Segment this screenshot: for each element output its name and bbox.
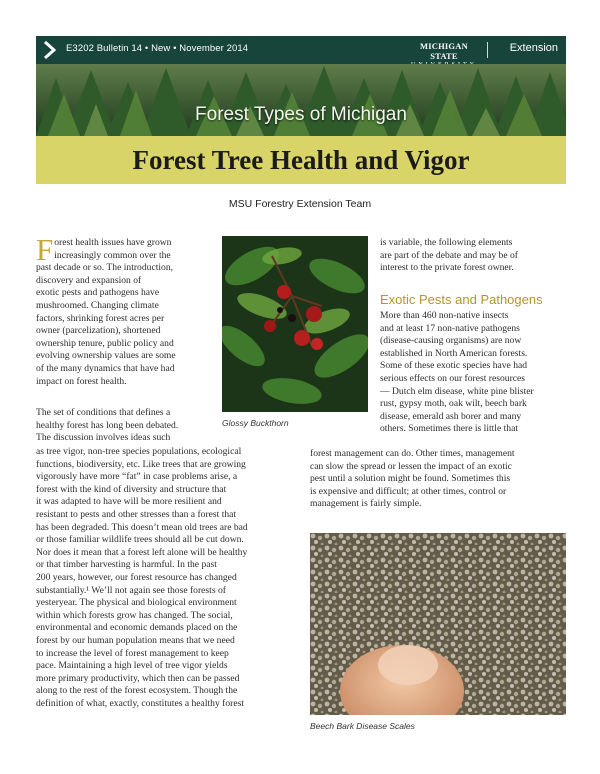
paragraph-narrow	[36, 407, 221, 445]
line: is variable, the following elements	[380, 237, 513, 248]
header-bar	[36, 36, 566, 64]
extension-label: Extension	[509, 42, 558, 54]
title-band	[36, 136, 566, 184]
line: impact on forest health.	[36, 375, 127, 387]
line: can slow the spread or lessen the impact of an exotic	[310, 460, 512, 472]
line: owner (parcelization), shortened	[36, 325, 161, 337]
glossy-buckthorn-photo	[222, 236, 368, 412]
line: forest management can do. Other times, management	[310, 448, 515, 459]
line: it was adapted to have will be more resilient and	[36, 496, 222, 508]
line: vigorously have more “fat” in case problems arise, a	[36, 471, 238, 483]
line: orest health issues have grown	[54, 237, 172, 248]
line: has been degraded. This doesn’t mean old trees are bad	[36, 521, 248, 533]
page-title: Forest Tree Health and Vigor	[132, 145, 470, 175]
line: mushroomed. Changing climate	[36, 299, 159, 311]
line: Some of these exotic species have had	[380, 360, 528, 372]
beech-bark-photo	[310, 533, 566, 715]
drop-cap: F	[36, 232, 54, 267]
intro-paragraph	[36, 232, 216, 388]
line: evolving ownership values are some	[36, 350, 176, 362]
line: factors, shrinking forest acres per	[36, 312, 165, 324]
line: within which forests grow has changed. The social,	[36, 609, 233, 621]
line: to increase the level of forest management to keep	[36, 647, 229, 659]
section-paragraph-wide	[310, 448, 570, 511]
line: pace. Maintaining a high level of tree vigor yields	[36, 660, 228, 672]
section-paragraph	[380, 310, 570, 436]
line: forest by our human population means that we need	[36, 634, 235, 646]
line: healthy forest has long been debated.	[36, 419, 179, 431]
logo-divider	[487, 42, 488, 58]
chevron-right-icon	[42, 40, 58, 60]
line: (disease-causing organisms) are now	[380, 335, 522, 347]
line: environmental and economic demands placed on the	[36, 622, 238, 634]
line: definition of what, exactly, constitutes a healthy forest	[36, 697, 244, 709]
line: of the many dynamics that have had	[36, 362, 175, 374]
author-line: MSU Forestry Extension Team	[228, 198, 372, 210]
photo1-caption: Glossy Buckthorn	[222, 418, 289, 428]
line: or that timber harvesting is harmful. In the past	[36, 559, 217, 571]
line: and at least 17 non-native pathogens	[380, 322, 520, 334]
line: more primary productivity, which then can be passed	[36, 672, 240, 684]
line: or those familiar wildlife trees should all be cut down.	[36, 534, 244, 546]
line: forest with the kind of diversity and structure that	[36, 483, 227, 495]
section-heading: Exotic Pests and Pathogens	[380, 292, 543, 307]
line: ownership tenure, public policy and	[36, 337, 174, 349]
line: past decade or so. The introduction,	[36, 262, 174, 274]
photo2-caption: Beech Bark Disease Scales	[310, 721, 415, 731]
line: others. Sometimes there is little that	[380, 423, 519, 435]
line: substantially.¹ We’ll not again see those forests of	[36, 584, 226, 596]
line: interest to the private forest owner.	[380, 262, 514, 274]
line: The set of conditions that defines a	[36, 407, 171, 418]
line: along to the rest of the forest ecosystem. Though the	[36, 685, 238, 697]
line: exotic pests and pathogens have	[36, 287, 160, 299]
series-title: Forest Types of Michigan	[195, 104, 407, 125]
line: established in North American forests.	[380, 347, 528, 359]
line: yesteryear. The physical and biological environment	[36, 597, 237, 609]
line: as tree vigor, non-tree species populations, ecological	[36, 446, 242, 457]
bulletin-info: E3202 Bulletin 14 • New • November 2014	[66, 43, 249, 54]
line: — Dutch elm disease, white pine blister	[380, 385, 534, 397]
line: discovery and expansion of	[36, 274, 142, 286]
line: The discussion involves ideas such	[36, 432, 171, 444]
line: resistant to pests and other stresses than a forest that	[36, 508, 237, 520]
line: disease, emerald ash borer and many	[380, 410, 522, 422]
line: rust, gypsy moth, oak wilt, beech bark	[380, 398, 527, 410]
line: serious effects on our forest resources	[380, 372, 526, 384]
paragraph-wide	[36, 446, 308, 710]
line: More than 460 non-native insects	[380, 310, 509, 321]
msu-logo-line1: MICHIGAN STATE	[420, 41, 468, 61]
line: functions, biodiversity, etc. Like trees that are growing	[36, 458, 246, 470]
line: is expensive and difficult; at other times, control or	[310, 485, 507, 497]
right-intro	[380, 237, 570, 275]
line: are part of the debate and may be of	[380, 249, 518, 261]
line: management is fairly simple.	[310, 498, 422, 510]
forest-banner	[36, 64, 566, 136]
line: increasingly common over the	[54, 249, 171, 261]
line: pest until a solution might be found. Sometimes this	[310, 473, 511, 485]
line: Nor does it mean that a forest left alone will be healthy	[36, 546, 248, 558]
line: 200 years, however, our forest resource has changed	[36, 571, 237, 583]
